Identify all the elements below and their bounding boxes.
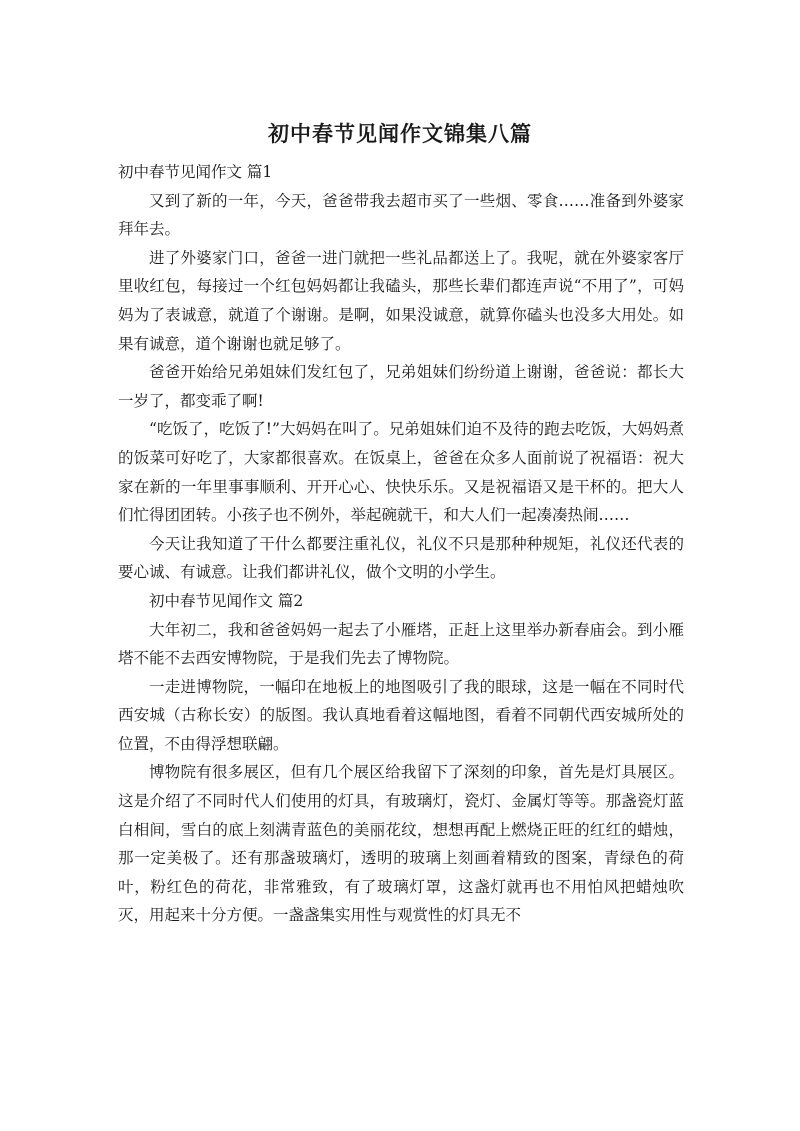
paragraph: “吃饭了，吃饭了!”大妈妈在叫了。兄弟姐妹们迫不及待的跑去吃饭，大妈妈煮的饭菜可好吃了，大家都很喜欢。在饭桌上，爸爸在众多人面前说了祝福语：祝大家在新的一年里事事顺利、开开心心、快快乐乐。又是祝福语又是干杯的。把大人们忙得团团转。小孩子也不例外，举起碗就干，和大人们一起凑凑热闹…… <box>118 420 684 525</box>
paragraph: 大年初二，我和爸爸妈妈一起去了小雁塔，正赶上这里举办新春庙会。到小雁塔不能不去西安博物院，于是我们先去了博物院。 <box>118 620 684 668</box>
document-title: 初中春节见闻作文锦集八篇 <box>268 122 532 146</box>
document-body <box>118 158 684 930</box>
paragraph: 博物院有很多展区，但有几个展区给我留下了深刻的印象，首先是灯具展区。这是介绍了不同时代人们使用的灯具，有玻璃灯，瓷灯、金属灯等等。那盏瓷灯蓝白相间，雪白的底上刻满青蓝色的美丽花纹，想想再配上燃烧正旺的红红的蜡烛，那一定美极了。还有那盏玻璃灯，透明的玻璃上刻画着精致的图案，青绿色的荷叶，粉红色的荷花，非常雅致，有了玻璃灯罩，这盏灯就再也不用怕风把蜡烛吹灭，用起来十分方便。一盏盏集实用性与观赏性的灯具无不 <box>118 763 684 925</box>
paragraph: 爸爸开始给兄弟姐妹们发红包了，兄弟姐妹们纷纷道上谢谢，爸爸说：都长大一岁了，都变乖了啊! <box>118 363 684 410</box>
paragraph: 今天让我知道了干什么都要注重礼仪，礼仪不只是那种种规矩，礼仪还代表的要心诚、有诚意。让我们都讲礼仪，做个文明的小学生。 <box>118 534 684 582</box>
paragraph: 一走进博物院，一幅印在地板上的地图吸引了我的眼球，这是一幅在不同时代西安城（古称长安）的版图。我认真地看着这幅地图，看着不同朝代西安城所处的位置，不由得浮想联翩。 <box>118 677 684 753</box>
essay-heading-1: 初中春节见闻作文 篇1 <box>118 163 273 181</box>
paragraph: 进了外婆家门口，爸爸一进门就把一些礼品都送上了。我呢，就在外婆家客厅里收红包，每接过一个红包妈妈都让我磕头，那些长辈们都连声说“不用了”，可妈妈为了表诚意，就道了个谢谢。是啊，如果没诚意，就算你磕头也没多大用处。如果有诚意，道个谢谢也就足够了。 <box>118 248 684 353</box>
essay-heading-2: 初中春节见闻作文 篇2 <box>149 591 304 610</box>
paragraph: 又到了新的一年，今天，爸爸带我去超市买了一些烟、零食……准备到外婆家拜年去。 <box>118 191 684 239</box>
